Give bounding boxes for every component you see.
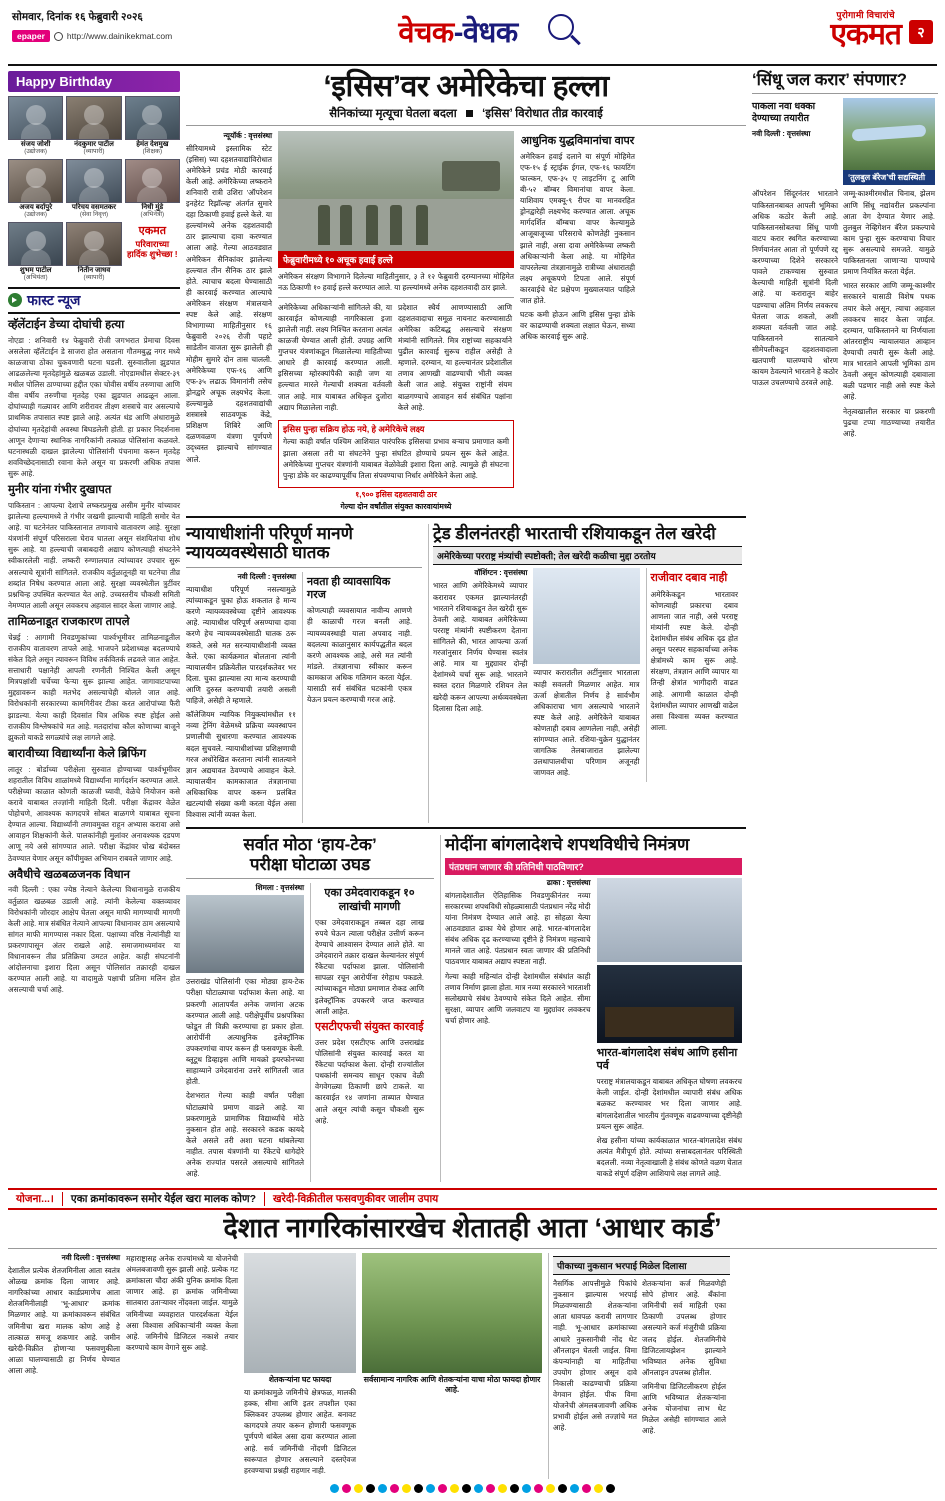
- page-content: [8, 71, 937, 1182]
- lead-col-1: [186, 131, 272, 512]
- lead-text-2: अमेरिकेच्या अधिकाऱ्यांनी सांगितले की, या कारवाईत कोणत्याही नागरिकाला इजा झालेली नाही. लक्ष्य निश्चित करताना अत्यंत काळजी घेण्यात आली होती. उपग्रह आणि गुप्तचर यंत्रणांकडून मिळालेल्या माहितीच्या आधारे ही कारवाई करण्यात आली. इसिसच्या म्होरक्यांपैकी काही जण या हल्ल्यात मारले गेल्याची शक्यता वर्तवली जात आहे. मात्र याबाबत अधिकृत दुजोरा अद्याप मिळालेला नाही.: [278, 302, 392, 412]
- avatar: [125, 159, 180, 203]
- bangladesh-subbody: शेख हसीना यांच्या कार्यकाळात भारत-बांगलादेश संबंध अत्यंत मैत्रीपूर्ण होते. त्यांच्या सत्ताबदलानंतर परिस्थिती बदलली. नव्या नेतृत्वाखाली हे संबंध कोणते वळण घेतात याकडे संपूर्ण दक्षिण आशियाचे लक्ष लागले आहे.: [596, 1135, 742, 1179]
- fastnews-header: [8, 287, 180, 314]
- exam-text-2: देशभरात गेल्या काही वर्षांत परीक्षा घोटाळ्यांचे प्रमाण वाढले आहे. या प्रकरणामुळे प्रामाणिक विद्यार्थ्यांचे मोठे नुकसान होत आहे. सरकारने कडक कायदे केले असले तरी अशा घटना थांबलेल्या नाहीत. तपास यंत्रणांनी या रॅकेटचे धागेदोरे अनेक राज्यांत पसरले असल्याचे सांगितले आहे.: [186, 1091, 304, 1179]
- sidebar: [8, 71, 180, 1182]
- bottom-text-3: या क्रमांकामुळे जमिनीचे क्षेत्रफळ, मालकी हक्क, सीमा आणि इतर तपशील एका क्लिकवर उपलब्ध होणार आहेत. बनावट कागदपत्रे तयार करून होणारी फसवणूक पूर्णपणे थांबेल असा दावा करण्यात आला आहे. सर्व जमिनींची नोंदणी डिजिटल स्वरूपात होणार असल्याने दस्तऐवज हरवण्याचा प्रश्नही राहणार नाही.: [244, 1388, 356, 1475]
- bottom-caption-left: शेतकऱ्यांना घट फायदा: [268, 1375, 332, 1385]
- brief-body: चेन्नई : आगामी निवडणुकांच्या पार्श्वभूमीवर तामिळनाडूतील राजकीय वातावरण तापले आहे. भाजपने प्रदेशाध्यक्ष बदलण्याचे संकेत दिले असून त्यावरून विविध तर्कवितर्क लढवले जात आहेत. सत्ताधारी पक्षानेही आपली रणनीती निश्चित केली असून मित्रपक्षांशी चर्चेच्या फेऱ्या सुरू झाल्या आहेत. जागावाटपाच्या मुद्द्यावरून काही मतभेद असल्याचेही बोलले जात आहे. विरोधकांनी सरकारच्या कामगिरीवर टीका करत आरोपांच्या फैरी झाडल्या. येत्या काही दिवसांत चित्र अधिक स्पष्ट होईल असे राजकीय विश्लेषकांचे मत आहे. मतदारांचा कौल कोणाच्या बाजूने झुकतो याकडे सगळ्यांचे लक्ष लागले आहे.: [8, 632, 180, 742]
- bullet-square-icon: [466, 110, 473, 117]
- lead-stat: १,९०० इसिस दहशतवादी ठार: [355, 489, 437, 499]
- brief-body: पाकिस्तान : आपल्या देशाचे लष्करप्रमुख असीम मुनीर यांच्यावर झालेल्या हल्ल्यामध्ये ते गंभीर जखमी झाल्याची माहिती समोर येत आहे. या घटनेनंतर पाकिस्तानात तणावाचे वातावरण आहे. सुरक्षा यंत्रणांनी संपूर्ण परिसराला घेराव घातला असून संशयितांचा शोध सुरू आहे. या हल्ल्याची जबाबदारी अद्याप कोणत्याही संघटनेने स्वीकारलेली नाही. लष्करी रुग्णालयात त्यांच्यावर उपचार सुरू असल्याचे सूत्रांनी सांगितले. राजकीय वर्तुळातूनही या घटनेचा तीव्र शब्दांत निषेध करण्यात आला आहे. सुरक्षा व्यवस्थेतील त्रुटींवर प्रश्नचिन्ह उपस्थित करण्यात येत आहे. उच्चस्तरीय चौकशी समिती नेमण्यात आली असून लवकरच अहवाल सादर केला जाणार आहे.: [8, 500, 180, 610]
- person-name: परिचय वसमतकर: [71, 203, 117, 211]
- lead-headline: ‘इसिस’वर अमेरिकेचा हल्ला: [323, 70, 609, 103]
- birthday-person: [66, 159, 121, 219]
- color-dot: [378, 1484, 387, 1493]
- color-dot: [402, 1484, 411, 1493]
- color-dot: [606, 1484, 615, 1493]
- epaper-badge: epaper: [12, 30, 50, 42]
- exam-headline-1: सर्वात मोठा ‘हाय-टेक’: [243, 835, 377, 855]
- bottom-text-2: महाराष्ट्रासह अनेक राज्यांमध्ये या योजनेची अंमलबजावणी सुरू झाली आहे. प्रत्येक गट क्रमांकाला चौदा अंकी युनिक क्रमांक दिला जाणार आहे. हा क्रमांक जमिनीच्या सातबारा उताऱ्यावर नोंदवला जाईल. यामुळे जमिनीच्या व्यवहारात पारदर्शकता येईल असा विश्वास अधिकाऱ्यांनी व्यक्त केला आहे. जमिनीचे डिजिटल नकाशे तयार करण्याचे काम वेगाने सुरू आहे.: [126, 1254, 238, 1352]
- avatar: [66, 222, 121, 266]
- brief-body: नोएडा : शनिवारी १४ फेब्रुवारी रोजी जगभरात प्रेमाचा दिवस असलेला व्हॅलेंटाईन डे साजरा होत असताना गौतमबुद्ध नगर मध्ये काळजाचा ठोका चुकवणारी घटना घडली. सुरुवातीला झुडपात आढळलेल्या मृतदेहांमुळे खळबळ उडाली. नोएडामधील सेक्टर-३९ मधील पोलिस ठाण्याच्या हद्दीत एका चोवीस वर्षीय तरुणाचा आणि वीस वर्षीय तरुणीचा मृतदेह एका झुडपात आढळून आला. दोघांच्याही गळ्यावर आणि शरीरावर तीक्ष्ण शस्त्राचे वार असल्याचे प्राथमिक तपासात स्पष्ट झाले आहे. अत्यंत थंड आणि अंधारामुळे दोघांच्या मृतदेहांची अवस्था बिघडलेली होती. हा प्रकार निदर्शनास आणून देणाऱ्या स्थानिक नागरिकांनी तत्काळ पोलिसांना कळवले. घटनास्थळी दाखल झालेल्या पोलिसांनी पंचनामा करून मृतदेह शवविच्छेदनासाठी रवाना केले असून या प्रकरणी अधिक तपास सुरू आहे.: [8, 335, 180, 479]
- judges-byline: नवी दिल्ली : वृत्तसंस्था: [237, 571, 296, 581]
- birthday-person: [125, 96, 180, 156]
- bottom-byline: नवी दिल्ली : वृत्तसंस्था: [61, 1253, 120, 1263]
- oil-kicker: अमेरिकेच्या परराष्ट्र मंत्र्यांची स्पष्टोक्ती; तेल खरेदी कळीचा मुद्दा ठरतोय: [433, 546, 742, 565]
- color-dot: [534, 1484, 543, 1493]
- color-dot: [390, 1484, 399, 1493]
- indus-text-1: ऑपरेशन सिंदूरनंतर भारताने पाकिस्तानबाबत आपली भूमिका अधिक कठोर केली आहे. पाकिस्तानसोबतचा सिंधू पाणी वाटप करार स्थगित करण्याच्या निर्णयानंतर आता तो पूर्णपणे रद्द करण्याच्या दिशेने सरकारने पावले टाकण्यास सुरुवात केल्याची माहिती सूत्रांनी दिली आहे. या करारातून बाहेर पडण्याचा अंतिम निर्णय लवकरच घेतला जाऊ शकतो, अशी शक्यता वर्तवली जात आहे. पाकिस्तानने सातत्याने सीमेपलीकडून दहशतवादाला खतपाणी घालण्याचे धोरण कायम ठेवल्याने भारताने हे कठोर पाऊल उचलण्याचे ठरवले आहे.: [752, 189, 838, 388]
- bangladesh-kicker: पंतप्रधान जाणार की प्रतिनिधी पाठविणार?: [445, 858, 742, 875]
- indus-headline: ‘सिंधू जल करार’ संपणार?: [752, 71, 908, 89]
- color-dot: [366, 1484, 375, 1493]
- avatar: [125, 96, 180, 140]
- oil-box-body: अमेरिकेकडून भारतावर कोणत्याही प्रकारचा दबाव आणला जात नाही, असे परराष्ट्र मंत्र्यांनी स्पष्ट केले. दोन्ही देशांमधील संबंध अधिक दृढ होत असून परस्पर सहकार्याच्या अनेक क्षेत्रांमध्ये काम सुरू आहे. संरक्षण, तंत्रज्ञान आणि व्यापार या तिन्ही क्षेत्रांत भागीदारी वाढत आहे. आगामी काळात दोन्ही देशांमधील व्यापार आणखी वाढेल असा विश्वास व्यक्त करण्यात आला.: [650, 589, 738, 732]
- avatar: [66, 96, 121, 140]
- right-column: [752, 71, 938, 1182]
- strip-seg-1: योजना...।: [16, 1193, 54, 1206]
- person-name: शुभम पाटील: [19, 266, 52, 274]
- lead-text-3: प्रदेशात स्थैर्य आणण्यासाठी आणि दहशतवादाचा समूळ नायनाट करण्यासाठी अमेरिका कटिबद्ध असल्याचे संरक्षण मंत्र्यांनी सांगितले. मित्र राष्ट्रांच्या सहकार्याने पुढील कारवाई सुरूच राहील असेही ते म्हणाले. दरम्यान, या हल्ल्यानंतर प्रदेशातील तणाव आणखी वाढण्याची भीती व्यक्त केली जात आहे. संयुक्त राष्ट्रांनी संयम बाळगण्याचे आवाहन सर्व संबंधित पक्षांना केले आहे.: [398, 302, 512, 412]
- lead-subhead: [186, 106, 746, 121]
- color-dot: [546, 1484, 555, 1493]
- brief-headline: अवैधीचे खळबळजनक विधान: [8, 868, 130, 881]
- color-dot: [438, 1484, 447, 1493]
- brief-headline: तामिळनाडूत राजकारण तापले: [8, 616, 130, 629]
- bangladesh-subhead: भारत-बांगलादेश संबंध आणि हसीना पर्व: [596, 1046, 738, 1072]
- page-number: २: [909, 20, 933, 44]
- judges-headline: न्यायाधीशांनी परिपूर्ण मानणे न्यायव्यवस्थेसाठी घातक: [186, 523, 353, 563]
- lead-sidebox-body: अमेरिकन हवाई दलाने या संपूर्ण मोहिमेत एफ-१५ ई स्ट्राईक ईगल, एफ-१६ फायटिंग फाल्कन, एफ-३५ ए लाइटनिंग टू आणि बी-५२ बॉम्बर विमानांचा वापर केला. याशिवाय एमक्यू-९ रीपर या मानवरहित ड्रोनद्वारेही लक्ष्यभेद करण्यात आला. अचूक मार्गदर्शित बॉम्बचा वापर केल्यामुळे आजूबाजूच्या परिसराचे कोणतेही नुकसान झाले नाही, असा दावा अमेरिकेच्या लष्करी अधिकाऱ्यांनी केला आहे. या मोहिमेत वापरलेल्या तंत्रज्ञानामुळे रात्रीच्या अंधारातही लक्ष्य अचूकपणे टिपता आले. संपूर्ण कारवाईचे थेट प्रक्षेपण मुख्यालयात पाहिले जात होते.: [520, 151, 635, 306]
- farm-field-photo: [362, 1253, 542, 1373]
- oil-text-1: भारत आणि अमेरिकेमध्ये व्यापार करारावर एकमत झाल्यानंतरही भारताने रशियाकडून तेल खरेदी सुरू ठेवली आहे. याबाबत अमेरिकेच्या परराष्ट्र मंत्र्यांनी स्पष्टीकरण देताना सांगितले की, भारत आपल्या ऊर्जा गरजांनुसार निर्णय घेण्यास स्वतंत्र आहे. मात्र या मुद्द्यावर दोन्ही देशांमध्ये चर्चा सुरू आहे. भारताने स्वस्त दरात मिळणारे रशियन तेल खरेदी करून आपल्या अर्थव्यवस्थेला दिलासा दिला आहे.: [433, 581, 528, 713]
- exam-subbody: उत्तर प्रदेश एसटीएफ आणि उत्तराखंड पोलिसांनी संयुक्त कारवाई करत या रॅकेटचा पर्दाफाश केला. दोन्ही राज्यांतील पथकांनी समन्वय साधून एकाच वेळी वेगवेगळ्या ठिकाणी छापे टाकले. या कारवाईत १४ जणांना ताब्यात घेण्यात आले असून त्यांची कसून चौकशी सुरू आहे.: [315, 1037, 424, 1125]
- color-dot: [510, 1484, 519, 1493]
- magnifier-icon: [548, 14, 574, 40]
- person-role: (उद्योजक): [24, 148, 48, 156]
- brief-item: [8, 616, 180, 743]
- exam-byline: शिमला : वृत्तसंस्था: [255, 883, 304, 893]
- brief-headline: व्हॅलेंटाईन डेच्या दोघांची हत्या: [8, 318, 125, 331]
- person-role: (उद्योजक): [24, 211, 48, 219]
- brief-item: [8, 748, 180, 864]
- bottom-headline: देशात नागरिकांसारखेच शेतातही आता ‘आधार कार्ड’: [223, 1213, 722, 1244]
- judges-text-1: न्यायाधीश परिपूर्ण नसल्यामुळे त्यांच्याकडून चुका होऊ शकतात हे मान्य करणे न्यायव्यवस्थेच्या दृष्टीने आवश्यक आहे. न्यायाधीश परिपूर्ण असण्याचा दावा करणे हेच न्यायव्यवस्थेसाठी घातक ठरू शकते, असे मत सरन्यायाधीशांनी व्यक्त केले. एका कार्यक्रमात बोलताना त्यांनी न्यायालयीन प्रक्रियेतील पारदर्शकतेवर भर दिला. चुका झाल्यास त्या मान्य करण्याची आणि दुरुस्त करण्याची तयारी असली पाहिजे, असेही ते म्हणाले.: [186, 584, 296, 706]
- brief-item: [8, 869, 180, 996]
- person-role: (व्यापारी): [83, 273, 105, 281]
- indus-subhead: पाकला नवा धक्का देण्याच्या तयारीत: [752, 101, 816, 125]
- greeting-line2: परिवाराच्या: [135, 238, 170, 249]
- brand-logo: [830, 8, 901, 50]
- indus-text-3: भारत सरकार आणि जम्मू-काश्मीर सरकारने यासाठी विशेष पथक तयार केले असून, त्याचा अहवाल लवकरच सादर केला जाईल. दरम्यान, पाकिस्तानने या निर्णयाला आंतरराष्ट्रीय न्यायालयात आव्हान देण्याची तयारी सुरू केली आहे. मात्र भारताने आपली भूमिका ठाम ठेवली असून कोणत्याही दबावाला बळी पडणार नाही असे स्पष्ट केले आहे.: [843, 281, 935, 402]
- lead-red-box-head: इसिस पुन्हा सक्रिय होऊ नये, हे अमेरिकेचे लक्ष्य: [283, 423, 425, 434]
- oil-byline: वॉशिंग्टन : वृत्तसंस्था: [474, 568, 528, 578]
- color-dot: [462, 1484, 471, 1493]
- birthday-header: Happy Birthday: [8, 71, 180, 92]
- globe-icon: [54, 32, 63, 41]
- avatar: [8, 159, 63, 203]
- color-dot: [570, 1484, 579, 1493]
- bottom-text-1: देशातील प्रत्येक शेतजमिनीला आता स्वतंत्र ओळख क्रमांक दिला जाणार आहे. नागरिकांच्या आधार कार्डप्रमाणेच आता शेतजमिनीलाही 'भू-आधार' क्रमांक मिळणार आहे. या क्रमांकावरून संबंधित जमिनीचा खरा मालक कोण आहे हे तात्काळ समजू शकणार आहे. जमीन खरेदी-विक्रीत होणाऱ्या फसवणुकीला आळा घालण्यासाठी हा निर्णय घेण्यात आला आहे.: [8, 1266, 120, 1375]
- color-dot: [486, 1484, 495, 1493]
- oil-box-head: राजीवार दबाव नाही: [650, 572, 728, 585]
- indus-photo: [843, 98, 935, 170]
- color-dot: [450, 1484, 459, 1493]
- bangladesh-text-2: गेल्या काही महिन्यांत दोन्ही देशांमधील संबंधांत काही तणाव निर्माण झाला होता. मात्र नव्या सरकारने भारताशी सलोख्याचे संबंध ठेवण्याचे संकेत दिले आहेत. सीमा सुरक्षा, व्यापार आणि जलवाटप या मुद्द्यांवर लवकरच चर्चा होणार आहे.: [445, 971, 591, 1026]
- birthday-person: [66, 222, 121, 282]
- brief-headline: बारावीच्या विद्यार्थ्यांना केले ब्रिफिंग: [8, 747, 146, 760]
- birthday-person: [8, 222, 63, 282]
- date-line: सोमवार, दिनांक १६ फेब्रुवारी २०२६: [12, 11, 143, 23]
- color-dot: [498, 1484, 507, 1493]
- color-dot: [414, 1484, 423, 1493]
- birthday-person: [8, 96, 63, 156]
- exam-photo: [186, 895, 304, 973]
- strip-seg-3: खरेदी-विक्रीतील फसवणुकीवर जालीम उपाय: [272, 1193, 439, 1206]
- color-dot: [426, 1484, 435, 1493]
- brief-item: [8, 484, 180, 611]
- person-name: नंदकुमार पाटील: [74, 141, 114, 148]
- lead-subhead-right: ‘इसिस’ विरोधात तीव्र कारवाई: [482, 107, 603, 120]
- lead-text-1: सीरियामध्ये इस्लामिक स्टेट (इसिस) च्या दहशतवाद्यांविरोधात अमेरिकेने प्रचंड मोठी कारवाई केली आहे. अमेरिकेच्या लष्कराने शनिवारी रात्री उशिरा 'ऑपरेशन इनहेरंट रिझॉल्व्ह' अंतर्गत सुमारे दहा ठिकाणी हवाई हल्ले केले. या हल्ल्यांमध्ये अनेक दहशतवादी ठार झाल्याचा दावा करण्यात आला आहे. गेल्या आठवड्यात अमेरिकन सैनिकांवर झालेल्या हल्ल्यात तीन सैनिक ठार झाले होते. त्याचाच बदला घेण्यासाठी ही कारवाई करण्यात आल्याचे अमेरिकन संरक्षण मंत्रालयाने स्पष्ट केले आहे. संरक्षण विभागाच्या माहितीनुसार १६ फेब्रुवारी २०२६ रोजी पहाटे साडेतीन वाजता सुरू झालेली ही मोहीम सुमारे दोन तास चालली. अमेरिकेच्या एफ-१६ आणि एफ-३५ लढाऊ विमानांनी तसेच ड्रोनद्वारे अचूक लक्ष्यभेद केला. हल्ल्यामुळे दहशतवाद्यांची शस्त्रास्त्रे साठवणूक केंद्रे, प्रशिक्षण शिबिरे आणि दळणवळण यंत्रणा पूर्णपणे उद्ध्वस्त झाल्याचे सांगण्यात आले.: [186, 143, 272, 464]
- exam-box-head: एका उमेदवाराकडून १० लाखांची मागणी: [324, 887, 415, 913]
- color-dot: [354, 1484, 363, 1493]
- strip-seg-2: एका क्रमांकावरून समोर येईल खरा मालक कोण?: [70, 1193, 256, 1206]
- color-registration-bar: [8, 1484, 937, 1493]
- person-role: (अभिनेत्री): [140, 211, 165, 219]
- brief-body: नवी दिल्ली : एका ज्येष्ठ नेत्याने केलेल्या विधानामुळे राजकीय वर्तुळात खळबळ उडाली आहे. त्यांनी केलेल्या वक्तव्यावर विरोधकांनी जोरदार आक्षेप घेतला असून माफी मागण्याची मागणी केली आहे. मात्र संबंधित नेत्याने आपल्या विधानावर ठाम असल्याचे सांगत माफी मागण्यास नकार दिला. पक्षाच्या वरिष्ठ नेत्यांनीही या प्रकरणापासून अंतर राखले आहे. समाजमाध्यमांवर या विधानावरून तीव्र प्रतिक्रिया उमटत आहेत. काही संघटनांनी आंदोलनाचा इशारा दिला असून पोलिसांत तक्रारही दाखल करण्यात आली आहे. या वादामुळे पक्षाची प्रतिमा मलिन होत असल्याची चर्चा आहे.: [8, 885, 180, 995]
- birthday-person: [125, 159, 180, 219]
- person-name: अजय बर्दापुरे: [19, 203, 53, 211]
- indus-photo-caption: ‘तुलबुल बॅरेज’ची सद्यस्थिती: [843, 170, 935, 185]
- person-role: (शिक्षक): [142, 148, 163, 156]
- bottom-story: [8, 1214, 937, 1479]
- color-dot: [522, 1484, 531, 1493]
- bottom-side-text-1: नैसर्गिक आपत्तीमुळे पिकांचे नुकसान झाल्यास भरपाई मिळवण्यासाठी शेतकऱ्यांना आता धावपळ करावी लागणार नाही. भू-आधार क्रमांकाच्या आधारे नुकसानीची नोंद थेट ऑनलाइन घेतली जाईल. विमा कंपन्यांनाही या माहितीचा उपयोग होणार असून दावे निकाली काढण्याची प्रक्रिया वेगवान होईल. पीक विमा योजनेची अंमलबजावणी अधिक प्रभावी होईल असे तज्ज्ञांचे मत आहे.: [553, 1279, 637, 1433]
- epaper-link[interactable]: [12, 30, 172, 42]
- section-title-part1: वेचक: [398, 17, 454, 49]
- greeting-brand: एकमत: [138, 224, 167, 237]
- main-column: [186, 71, 746, 1182]
- color-dot: [474, 1484, 483, 1493]
- story-judges: [186, 524, 422, 823]
- indus-text-4: नेतृत्वखालील सरकार या प्रकरणी पुढचा टप्पा गाठण्याच्या तयारीत आहे.: [843, 406, 935, 438]
- birthday-person: [8, 159, 63, 219]
- bangladesh-headline: मोदींना बांगलादेशचे शपथविधीचे निमंत्रण: [445, 835, 690, 855]
- brief-headline: मुनीर यांना गंभीर दुखापत: [8, 484, 112, 497]
- story-exam: [186, 835, 434, 1182]
- lead-subhead-left: सैनिकांच्या मृत्यूचा घेतला बदला: [329, 107, 457, 120]
- avatar: [8, 96, 63, 140]
- bottom-side-text-2: शेतकऱ्यांना कर्ज मिळवणेही सोपे होणार आहे. बँकांना जमिनीची सर्व माहिती एका ठिकाणी उपलब्ध होणार असल्याने कर्ज मंजुरीची प्रक्रिया जलद होईल. शेतजमिनीचे डिजिटलायझेशन झाल्याने भविष्यात अनेक सुविधा ऑनलाइन उपलब्ध होतील.: [642, 1279, 726, 1377]
- bottom-side-text-3: जमिनीचा डिजिटलीकरण होईल आणि भविष्यात शेतकऱ्यांना अनेक योजनांचा लाभ थेट मिळेल असेही सांगण्यात आले आहे.: [642, 1382, 726, 1436]
- brief-body: लातूर : बोर्डाच्या परीक्षेला सुरुवात होण्याच्या पार्श्वभूमीवर शहरातील विविध शाळांमध्ये विद्यार्थ्यांना मार्गदर्शन करण्यात आले. परीक्षेच्या काळात कोणती काळजी घ्यावी, वेळेचे नियोजन कसे करावे याबाबत तज्ज्ञांनी माहिती दिली. परीक्षा केंद्रावर वेळेत पोहोचणे, आवश्यक कागदपत्रे सोबत बाळगणे याबाबत सूचना देण्यात आल्या. विद्यार्थ्यांनी तणावमुक्त राहून अभ्यास करावा असे आवाहन शिक्षकांनी केले. पालकांनीही मुलांवर अनावश्यक दडपण आणू नये असे सांगण्यात आले. परीक्षा केंद्रांवर चोख बंदोबस्त ठेवण्यात येणार असून कॉपीमुक्त अभियान राबवले जाणार आहे.: [8, 764, 180, 863]
- person-role: (व्यापारी): [83, 148, 105, 156]
- color-dot: [582, 1484, 591, 1493]
- exam-subhead: एसटीएफची संयुक्त कारवाई: [315, 1020, 424, 1033]
- lead-red-box-body: गेल्या काही वर्षांत पश्चिम आशियात पारंपरिक इसिसचा प्रभाव बऱ्याच प्रमाणात कमी झाला असला तरी या संघटनेने पुन्हा संघटित होण्याचे प्रयत्न सुरू केले आहेत. अमेरिकेच्या गुप्तचर यंत्रणांनी याबाबत वेळोवेळी इशारा दिला आहे. त्यामुळे ही संघटना पुन्हा डोके वर काढण्यापूर्वीच तिला संपवण्याचा निर्धार अमेरिकेने केला आहे.: [283, 437, 509, 480]
- lead-byline: न्यूयॉर्क : वृत्तसंस्था: [223, 130, 272, 140]
- lead-photo-subcaption: अमेरिकन संरक्षण विभागाने दिलेल्या माहितीनुसार, ३ ते १२ फेब्रुवारी दरम्यानच्या मोहिमेत नऊ ठिकाणी १० हवाई हल्ले करण्यात आले. या हल्ल्यांमध्ये अनेक दहशतवादी ठार झाले.: [278, 271, 514, 292]
- exam-box-body: एका उमेदवाराकडून तब्बल दहा लाख रुपये घेऊन त्याला परीक्षेत उत्तीर्ण करून देण्याचे आश्वासन देण्यात आले होते. या उमेदवाराने तक्रार दाखल केल्यानंतर संपूर्ण रॅकेटचा पर्दाफाश झाला. पोलिसांनी सापळा रचून आरोपींना रंगेहाथ पकडले. त्यांच्याकडून मोठ्या प्रमाणात रोकड आणि इलेक्ट्रॉनिक उपकरणे जप्त करण्यात आली आहेत.: [315, 917, 424, 1016]
- lead-photo-caption: फेब्रुवारीमध्ये १० अचूक हवाई हल्ले: [278, 251, 514, 268]
- section-title-part2: -वेधक: [453, 17, 518, 49]
- person-name: संजय जोशी: [20, 141, 51, 148]
- lead-stat-sub: गेल्या दोन वर्षांतील संयुक्त कारवायांमध्ये: [340, 501, 452, 511]
- judges-text-2: कॉलेजियम न्यायिक नियुक्त्यांमधील ११ नव्या ट्रेनिंग वेळेमध्ये प्रक्रिया व्यवस्थापन प्रणालीची सुधारणा करण्यात आवश्यक बदल सुचवले. न्यायाधीशांच्या प्रशिक्षणाची गरज अधोरेखित करताना त्यांनी सातत्याने ज्ञान अद्ययावत ठेवण्याचे आवाहन केले. न्यायालयीन कामकाजात तंत्रज्ञानाचा अधिकाधिक वापर करून प्रलंबित खटल्यांची संख्या कमी करता येईल असा विश्वास त्यांनी व्यक्त केला.: [186, 710, 296, 820]
- greeting-line3: हार्दिक शुभेच्छा !: [127, 249, 178, 260]
- story-oil: [428, 524, 746, 823]
- person-role: (सेवा निवृत्त): [79, 211, 109, 219]
- birthday-grid: [8, 96, 180, 282]
- bangladesh-photo-2: [597, 965, 743, 1043]
- band-two: [186, 524, 746, 823]
- bangladesh-byline: ढाका : वृत्तसंस्था: [546, 877, 591, 887]
- bottom-side-head: पीकाच्या नुकसान भरपाई मिळेल दिलासा: [553, 1256, 730, 1275]
- brand-slogan: पुरोगामी विचारांचे: [836, 10, 895, 20]
- lead-sidebox-more: घटक कमी होऊन आणि इसिस पुन्हा डोके वर काढण्याची शक्यता लक्षात घेऊन, सध्या अधिक कारवाई सुरू आहे.: [520, 310, 635, 342]
- color-dot: [330, 1484, 339, 1493]
- judges-box-head: नवता ही व्यावसायिक गरज: [307, 575, 391, 602]
- brief-item: [8, 319, 180, 479]
- judges-box-body: कोणत्याही व्यवसायात नावीन्य आणणे ही काळाची गरज बनली आहे. न्यायव्यवस्थाही याला अपवाद नाही. बदलत्या काळानुसार कार्यपद्धतीत बदल करणे आवश्यक आहे, असे मत त्यांनी मांडले. तंत्रज्ञानाचा स्वीकार करून कामकाज अधिक गतिमान करता येईल. यासाठी सर्व संबंधित घटकांनी एकत्र येऊन प्रयत्न करण्याची गरज आहे.: [307, 606, 412, 705]
- person-name: निधी मुंडे: [141, 203, 164, 211]
- brand-name: एकमत: [830, 18, 901, 51]
- color-dot: [558, 1484, 567, 1493]
- exam-text-1: उत्तराखंड पोलिसांनी एका मोठ्या हाय-टेक परीक्षा घोटाळ्याचा पर्दाफाश केला आहे. या प्रकरणी आतापर्यंत अनेक जणांना अटक करण्यात आली आहे. परीक्षेपूर्वीच प्रश्नपत्रिका फोडून ती विक्री करण्याचा हा प्रकार होता. आरोपींनी अत्याधुनिक इलेक्ट्रॉनिक उपकरणांचा वापर करून ही फसवणूक केली. ब्लूटूथ डिव्हाइस आणि मायक्रो इयरफोनच्या साहाय्याने उमेदवारांना उत्तरे सांगितली जात होती.: [186, 977, 304, 1087]
- lead-col-2: [278, 131, 514, 512]
- epaper-url: http://www.dainikekmat.com: [66, 31, 173, 41]
- person-role: (अभियंता): [23, 273, 48, 281]
- lead-sidebox-head: आधुनिक युद्धविमानांचा वापर: [520, 134, 635, 147]
- avatar: [8, 222, 63, 266]
- lead-photo: [278, 131, 514, 251]
- lead-red-box: [278, 420, 514, 488]
- fastnews-title: फास्ट न्यूज: [27, 291, 81, 308]
- indus-byline: नवी दिल्ली : वृत्तसंस्था: [752, 129, 811, 139]
- bangladesh-text-1: बांगलादेशातील ऐतिहासिक निवडणुकीनंतर नव्या सरकारच्या शपथविधी सोहळ्यासाठी पंतप्रधान नरेंद्र मोदी यांना निमंत्रण देण्यात आले आहे. हा सोहळा येत्या आठवड्यात ढाका येथे होणार आहे. भारत-बांगलादेश संबंध अधिक दृढ करण्याच्या दृष्टीने हे निमंत्रण महत्त्वाचे मानले जात आहे. पंतप्रधान स्वतः जाणार की प्रतिनिधी पाठवणार याबाबत अद्याप स्पष्टता नाही.: [445, 890, 591, 967]
- play-icon: [8, 293, 22, 307]
- lead-col-3: [520, 131, 635, 512]
- exam-headline-2: परीक्षा घोटाळा उघड: [249, 854, 371, 874]
- lead-story: [186, 71, 746, 512]
- avatar: [66, 159, 121, 203]
- oil-headline: ट्रेड डीलनंतरही भारताची रशियाकडून तेल खरेदी: [433, 523, 716, 543]
- bangladesh-photo-1: [597, 878, 743, 962]
- birthday-person: [66, 96, 121, 156]
- oil-photo: [533, 568, 639, 664]
- aadhaar-card-photo: [244, 1253, 356, 1373]
- bottom-caption-mid: सर्वसामान्य नागरिक आणि शेतकऱ्यांना याचा मोठा फायदा होणार आहे.: [363, 1375, 541, 1395]
- masthead: [8, 6, 937, 66]
- birthday-greeting: [125, 222, 180, 282]
- oil-text-2: व्यापार करारातील अटींनुसार भारताला काही सवलती मिळणार आहेत. मात्र ऊर्जा क्षेत्रातील निर्णय हे सार्वभौम अधिकाराचा भाग असल्याचे भारताने स्पष्ट केले आहे. अमेरिकेने याबाबत कोणताही दबाव आणलेला नाही, असेही सांगण्यात आले. रशिया-युक्रेन युद्धानंतर जागतिक तेलबाजारात झालेल्या उलथापालथीचा परिणाम अजूनही जाणवत आहे.: [533, 668, 640, 778]
- color-dot: [342, 1484, 351, 1493]
- band-three: [186, 835, 746, 1182]
- indus-text-2: जम्मू-काश्मीरमधील चिनाब, झेलम आणि सिंधू नद्यांवरील प्रकल्पांना आता वेग देण्यात येणार आहे. तुलबुल नेव्हिगेशन बॅरेज प्रकल्पाचे काम पुन्हा सुरू करण्याचा विचार सुरू असल्याचे समजते. यामुळे पाकिस्तानला जाणाऱ्या पाण्याचे प्रमाण नियंत्रित करता येईल.: [843, 189, 935, 277]
- person-name: नितीन जाधव: [77, 266, 111, 274]
- color-dot: [594, 1484, 603, 1493]
- story-bangladesh: [440, 835, 746, 1182]
- person-name: हेमंत देशमुख: [136, 141, 169, 148]
- promo-strip: [8, 1188, 937, 1210]
- bangladesh-text-3: परराष्ट्र मंत्रालयाकडून याबाबत अधिकृत घोषणा लवकरच केली जाईल. दोन्ही देशांमधील व्यापारी संबंध अधिक बळकट करण्यावर भर दिला जाणार आहे. बांगलादेशातील भारतीय गुंतवणूक वाढवण्याच्या दृष्टीनेही प्रयत्न सुरू आहेत.: [596, 1077, 742, 1131]
